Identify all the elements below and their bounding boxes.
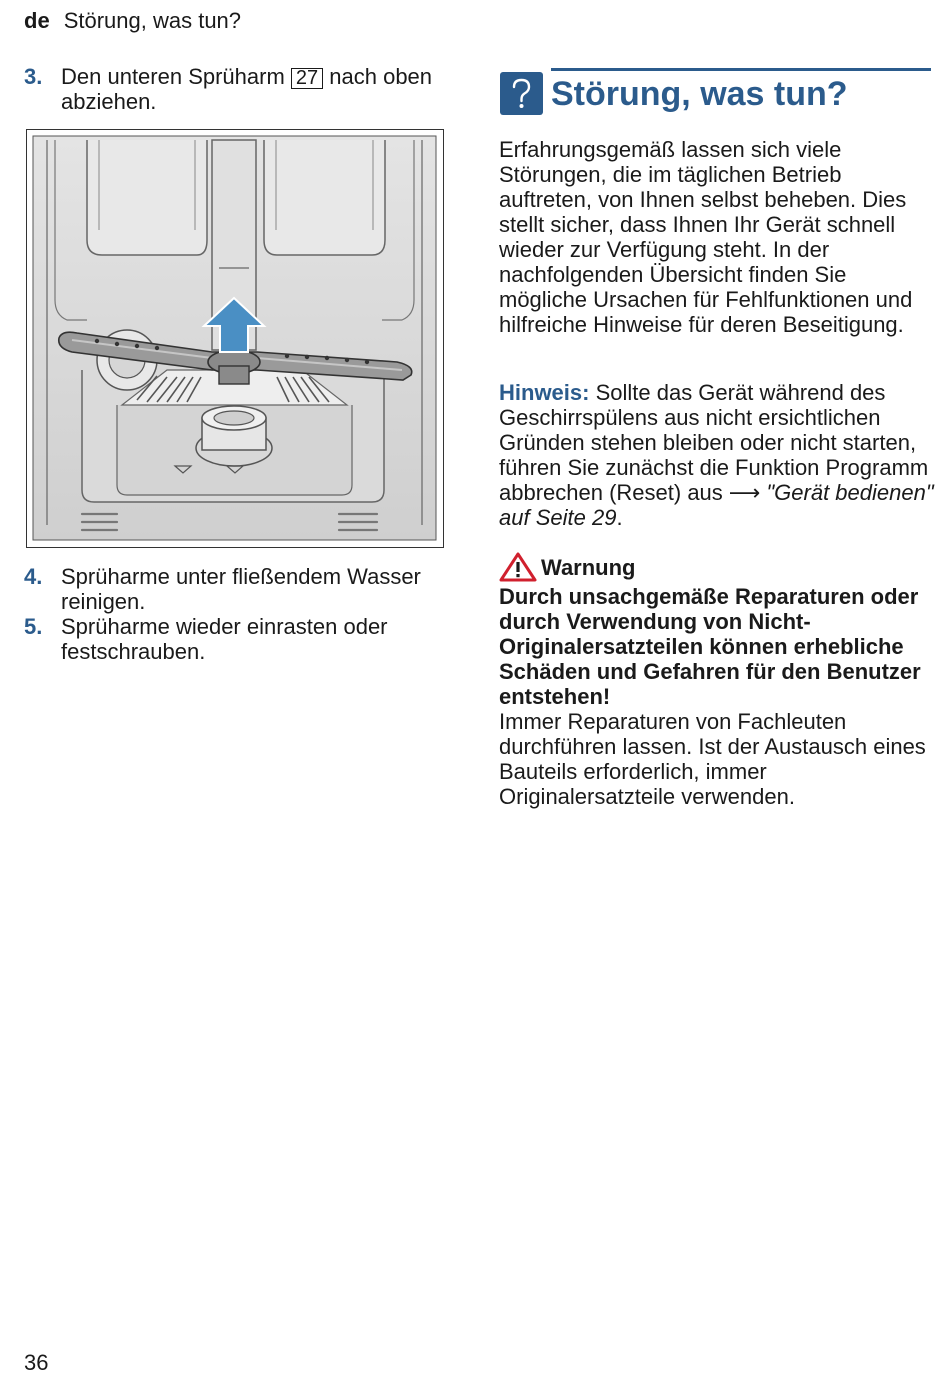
page-link[interactable]: "Gerät bedienen" auf Seite 29 (499, 480, 934, 530)
hint-text: Sollte das Gerät während des Geschirrspülens aus nicht ersichtlichen Gründen stehen bleiben oder nicht starten, führen Sie zunächst die Funktion Programm abbrechen (Reset) aus (499, 380, 929, 505)
hint-paragraph: Hinweis: Sollte das Gerät während des Geschirrspülens aus nicht ersichtlichen Gründen stehen bleiben oder nicht starten, führen Sie zunächst die Funktion Programm abbrechen (Reset) aus ⟶ "Gerät bedienen" auf Seite 29. (499, 380, 934, 530)
question-mark-icon (500, 72, 543, 115)
language-code: de (24, 8, 50, 33)
lower-spray-arm-removal-illustration (27, 130, 442, 546)
step-number: 5. (24, 614, 43, 639)
section-rule (551, 68, 931, 71)
warning-bold-text: Durch unsachgemäße Reparaturen oder durch Verwendung von Nicht-Originalersatzteilen können erhebliche Schäden und Gefahren für den Benutzer entstehen! (499, 584, 921, 709)
warning-label: Warnung (541, 555, 636, 580)
step-text: Den unteren Sprüharm 27 nach oben abziehen. (61, 64, 433, 114)
warning-triangle-icon (499, 552, 537, 582)
spray-arm-figure (26, 129, 444, 548)
step-text: Sprüharme unter fließendem Wasser reinigen. (61, 564, 421, 614)
hint-label: Hinweis: (499, 380, 590, 405)
part-reference: 27 (291, 68, 323, 89)
arrow-right-icon: ⟶ (728, 480, 761, 505)
step-text: Sprüharme wieder einrasten oder festschrauben. (61, 614, 388, 664)
page-number: 36 (24, 1350, 49, 1375)
header-title: Störung, was tun? (63, 8, 242, 33)
section-title: Störung, was tun? (551, 75, 848, 113)
step-5 (24, 614, 454, 666)
running-header (24, 8, 241, 34)
step-number: 4. (24, 564, 43, 589)
warning-instruction: Immer Reparaturen von Fachleuten durchführen lassen. Ist der Austausch eines Bauteils erforderlich, immer Originalersatzteile verwenden. (499, 709, 926, 809)
step-4 (24, 564, 454, 616)
step-3 (24, 64, 444, 116)
step-number: 3. (24, 64, 43, 89)
intro-paragraph: Erfahrungsgemäß lassen sich viele Störungen, die im täglichen Betrieb auftreten, von Ihnen selbst beheben. Dies stellt sicher, dass Ihnen Ihr Gerät schnell wieder zur Verfügung steht. In der nachfolgenden Übersicht finden Sie mögliche Ursachen für Fehlfunktionen und hilfreiche Hinweise für deren Beseitigung. (499, 137, 913, 337)
